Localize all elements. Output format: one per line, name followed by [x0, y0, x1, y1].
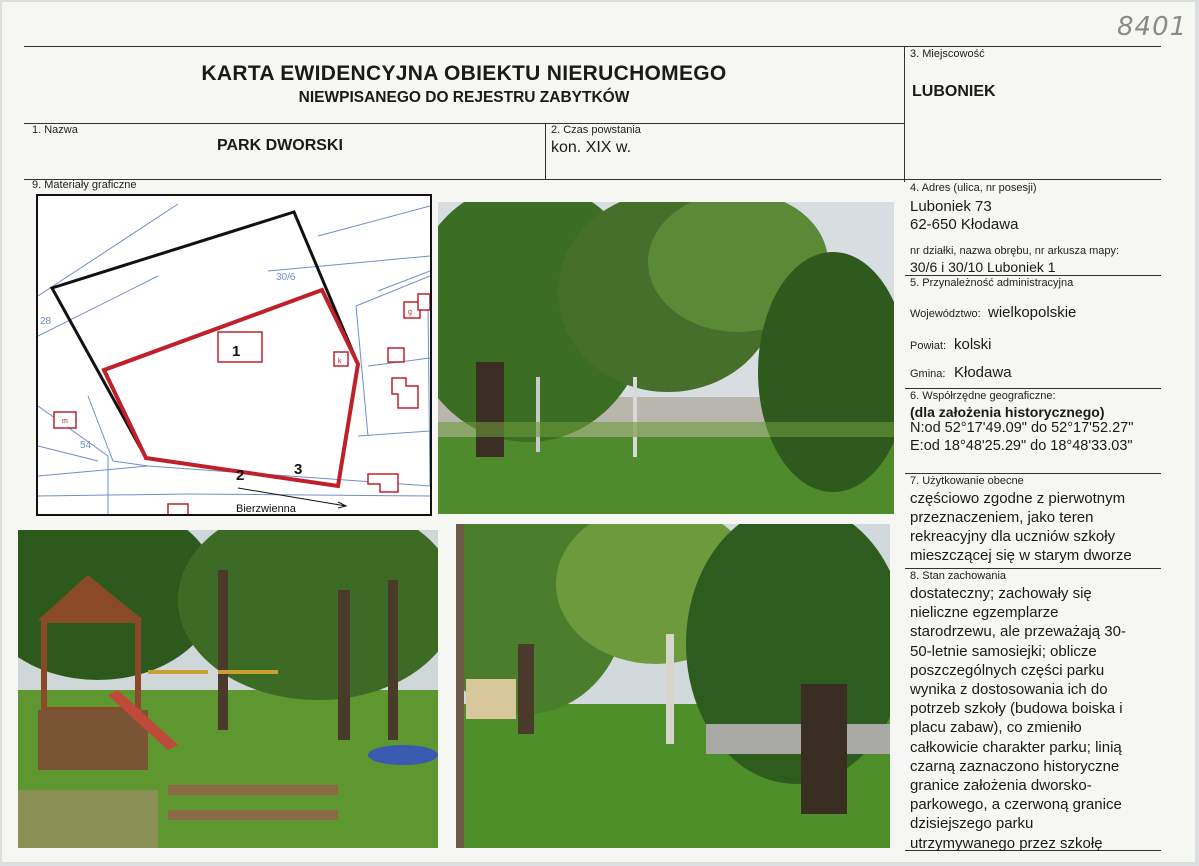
map-bldg-m: m	[62, 418, 68, 425]
field-6-label: 6. Współrzędne geograficzne:	[910, 390, 1056, 402]
condition-line: czarną zaznaczono historyczne	[910, 757, 1120, 775]
condition-line: 50-letnie samosiejki; oblicze	[910, 642, 1097, 660]
field-4-label: 4. Adres (ulica, nr posesji)	[910, 182, 1037, 194]
map-plot-lower: 54	[80, 440, 92, 451]
field-2-value: kon. XIX w.	[551, 139, 632, 156]
field-9-label: 9. Materiały graficzne	[32, 179, 137, 191]
field-8-label: 8. Stan zachowania	[910, 570, 1007, 582]
condition-line: utrzymywanego przez szkołę	[910, 834, 1103, 852]
condition-line: wynika z dostosowania ich do	[910, 681, 1108, 699]
usage-line: mieszczącej się w starym dworze	[910, 547, 1132, 564]
usage-text	[910, 489, 1132, 565]
field-3-value: LUBONIEK	[912, 83, 996, 100]
map-plot-left: 28	[40, 316, 52, 327]
voivodeship-label: Województwo:	[910, 308, 981, 320]
field-1-value: PARK DWORSKI	[217, 137, 343, 154]
condition-line: placu zabaw), co zmieniło	[910, 719, 1082, 737]
coords-note: (dla założenia historycznego)	[910, 404, 1105, 420]
condition-line: nieliczne egzemplarze	[910, 604, 1059, 622]
field-2-label: 2. Czas powstania	[551, 124, 641, 136]
field-7-label: 7. Użytkowanie obecne	[910, 475, 1024, 487]
divider-right-col	[904, 46, 905, 182]
coords-east: E:od 18°48'25.29" do 18°48'33.03"	[910, 438, 1133, 454]
divider-6-7	[905, 473, 1161, 474]
coords-north: N:od 52°17'49.09" do 52°17'52.27"	[910, 420, 1134, 436]
usage-line: częściowo zgodne z pierwotnym	[910, 490, 1126, 507]
condition-line: parkowego, a czerwoną granice	[910, 796, 1122, 814]
map-marker-2: 2	[236, 467, 245, 484]
field-1-label: 1. Nazwa	[32, 124, 78, 136]
map-bldg-k: k	[338, 358, 342, 365]
map-marker-3: 3	[294, 461, 303, 478]
divider-5-6	[905, 388, 1161, 389]
cadastral-map	[36, 194, 432, 516]
plots-label: nr działki, nazwa obrębu, nr arkusza mapy:	[910, 245, 1120, 257]
voivodeship-value: wielkopolskie	[988, 304, 1077, 321]
divider-4-5	[905, 275, 1161, 276]
address-line2: 62-650 Kłodawa	[910, 216, 1019, 233]
condition-line: granice założenia dworsko-	[910, 777, 1092, 795]
card-subtitle: NIEWPISANEGO DO REJESTRU ZABYTKÓW	[298, 89, 630, 106]
map-marker-1: 1	[232, 343, 241, 360]
card-title: KARTA EWIDENCYJNA OBIEKTU NIERUCHOMEGO	[201, 62, 727, 85]
field-5-label: 5. Przynależność administracyjna	[910, 277, 1074, 289]
photo-park-lawn	[456, 524, 890, 848]
condition-line: starodrzewu, ale przeważają 30-	[910, 623, 1126, 641]
condition-line: całkowicie charakter parku; linią	[910, 738, 1122, 756]
condition-line: dzisiejszego parku	[910, 815, 1034, 833]
divider-header	[24, 123, 904, 124]
photo-playground	[18, 530, 438, 848]
commune-label: Gmina:	[910, 368, 946, 380]
county-value: kolski	[954, 336, 992, 353]
condition-line: dostateczny; zachowały się	[910, 585, 1092, 602]
county-label: Powiat:	[910, 340, 947, 352]
divider-7-8	[905, 568, 1161, 569]
usage-line: rekreacyjny dla uczniów szkoły	[910, 528, 1116, 545]
record-card	[2, 2, 1195, 862]
photo-sports-field	[438, 202, 894, 514]
commune-value: Kłodawa	[954, 364, 1012, 381]
condition-line: potrzeb szkoły (budowa boiska i	[910, 700, 1123, 718]
field-3-label: 3. Miejscowość	[910, 48, 985, 60]
top-border	[24, 46, 1161, 47]
plots-value: 30/6 i 30/10 Luboniek 1	[910, 259, 1056, 275]
map-street-label: Bierzwienna	[236, 503, 296, 514]
condition-text	[910, 584, 1126, 853]
map-plot-main: 30/6	[276, 272, 296, 283]
condition-line: poszczególnych części parku	[910, 661, 1105, 679]
address-line1: Luboniek 73	[910, 198, 992, 215]
handwritten-number: 8401	[1117, 12, 1188, 42]
divider-name-date	[545, 123, 546, 179]
map-bldg-g: g	[408, 309, 412, 316]
usage-line: przeznaczeniem, jako teren	[910, 509, 1094, 526]
divider-row1	[24, 179, 1161, 180]
